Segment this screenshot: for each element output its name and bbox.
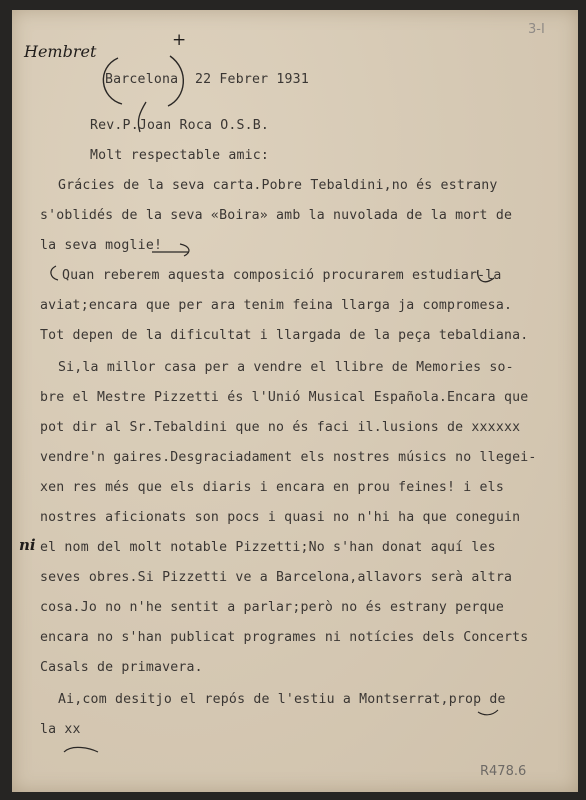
handwritten-cross: + <box>172 30 187 50</box>
letter-line: aviat;encara que per ara tenim feina llarga ja compromesa. <box>40 298 513 313</box>
handwritten-name: Hembret <box>24 42 97 61</box>
letter-line: el nom del molt notable Pizzetti;No s'han donat aquí les <box>40 540 496 555</box>
letter-line: cosa.Jo no n'he sentit a parlar;però no és estrany perque <box>40 600 504 615</box>
letter-line: Quan reberem aquesta composició procurarem estudiar-la <box>62 268 502 283</box>
letter-salutation: Molt respectable amic: <box>90 148 270 163</box>
letter-date: 22 Febrer 1931 <box>195 72 309 87</box>
letter-line: Ai,com desitjo el repós de l'estiu a Montserrat,prop de <box>58 692 506 707</box>
letter-line: nostres aficionats son pocs i quasi no n'hi ha que coneguin <box>40 510 521 525</box>
pencil-reference-code: 3-I <box>528 22 545 37</box>
letter-line: seves obres.Si Pizzetti ve a Barcelona,allavors serà altra <box>40 570 513 585</box>
letter-line: la xx <box>40 722 81 737</box>
letter-line: vendre'n gaires.Desgraciadament els nostres músics no llegei- <box>40 450 537 465</box>
letter-place: Barcelona <box>105 72 179 87</box>
letter-recipient: Rev.P.Joan Roca O.S.B. <box>90 118 270 133</box>
letter-line: Si,la millor casa per a vendre el llibre de Memories so- <box>58 360 514 375</box>
letter-line: s'oblidés de la seva «Boira» amb la nuvolada de la mort de <box>40 208 513 223</box>
letter-line: Tot depen de la dificultat i llargada de la peça tebaldiana. <box>40 328 529 343</box>
letter-line: bre el Mestre Pizzetti és l'Unió Musical Española.Encara que <box>40 390 529 405</box>
letter-line: Casals de primavera. <box>40 660 203 675</box>
pencil-catalog-number: R478.6 <box>480 764 527 779</box>
margin-mark: ni <box>19 536 36 554</box>
letter-line: la seva moglie! <box>40 238 163 253</box>
letter-line: xen res més que els diaris i encara en prou feines! i els <box>40 480 504 495</box>
letter-line: pot dir al Sr.Tebaldini que no és faci il.lusions de xxxxxx <box>40 420 521 435</box>
letter-line: encara no s'han publicat programes ni notícies dels Concerts <box>40 630 529 645</box>
letter-line: Grácies de la seva carta.Pobre Tebaldini,no és estrany <box>58 178 498 193</box>
